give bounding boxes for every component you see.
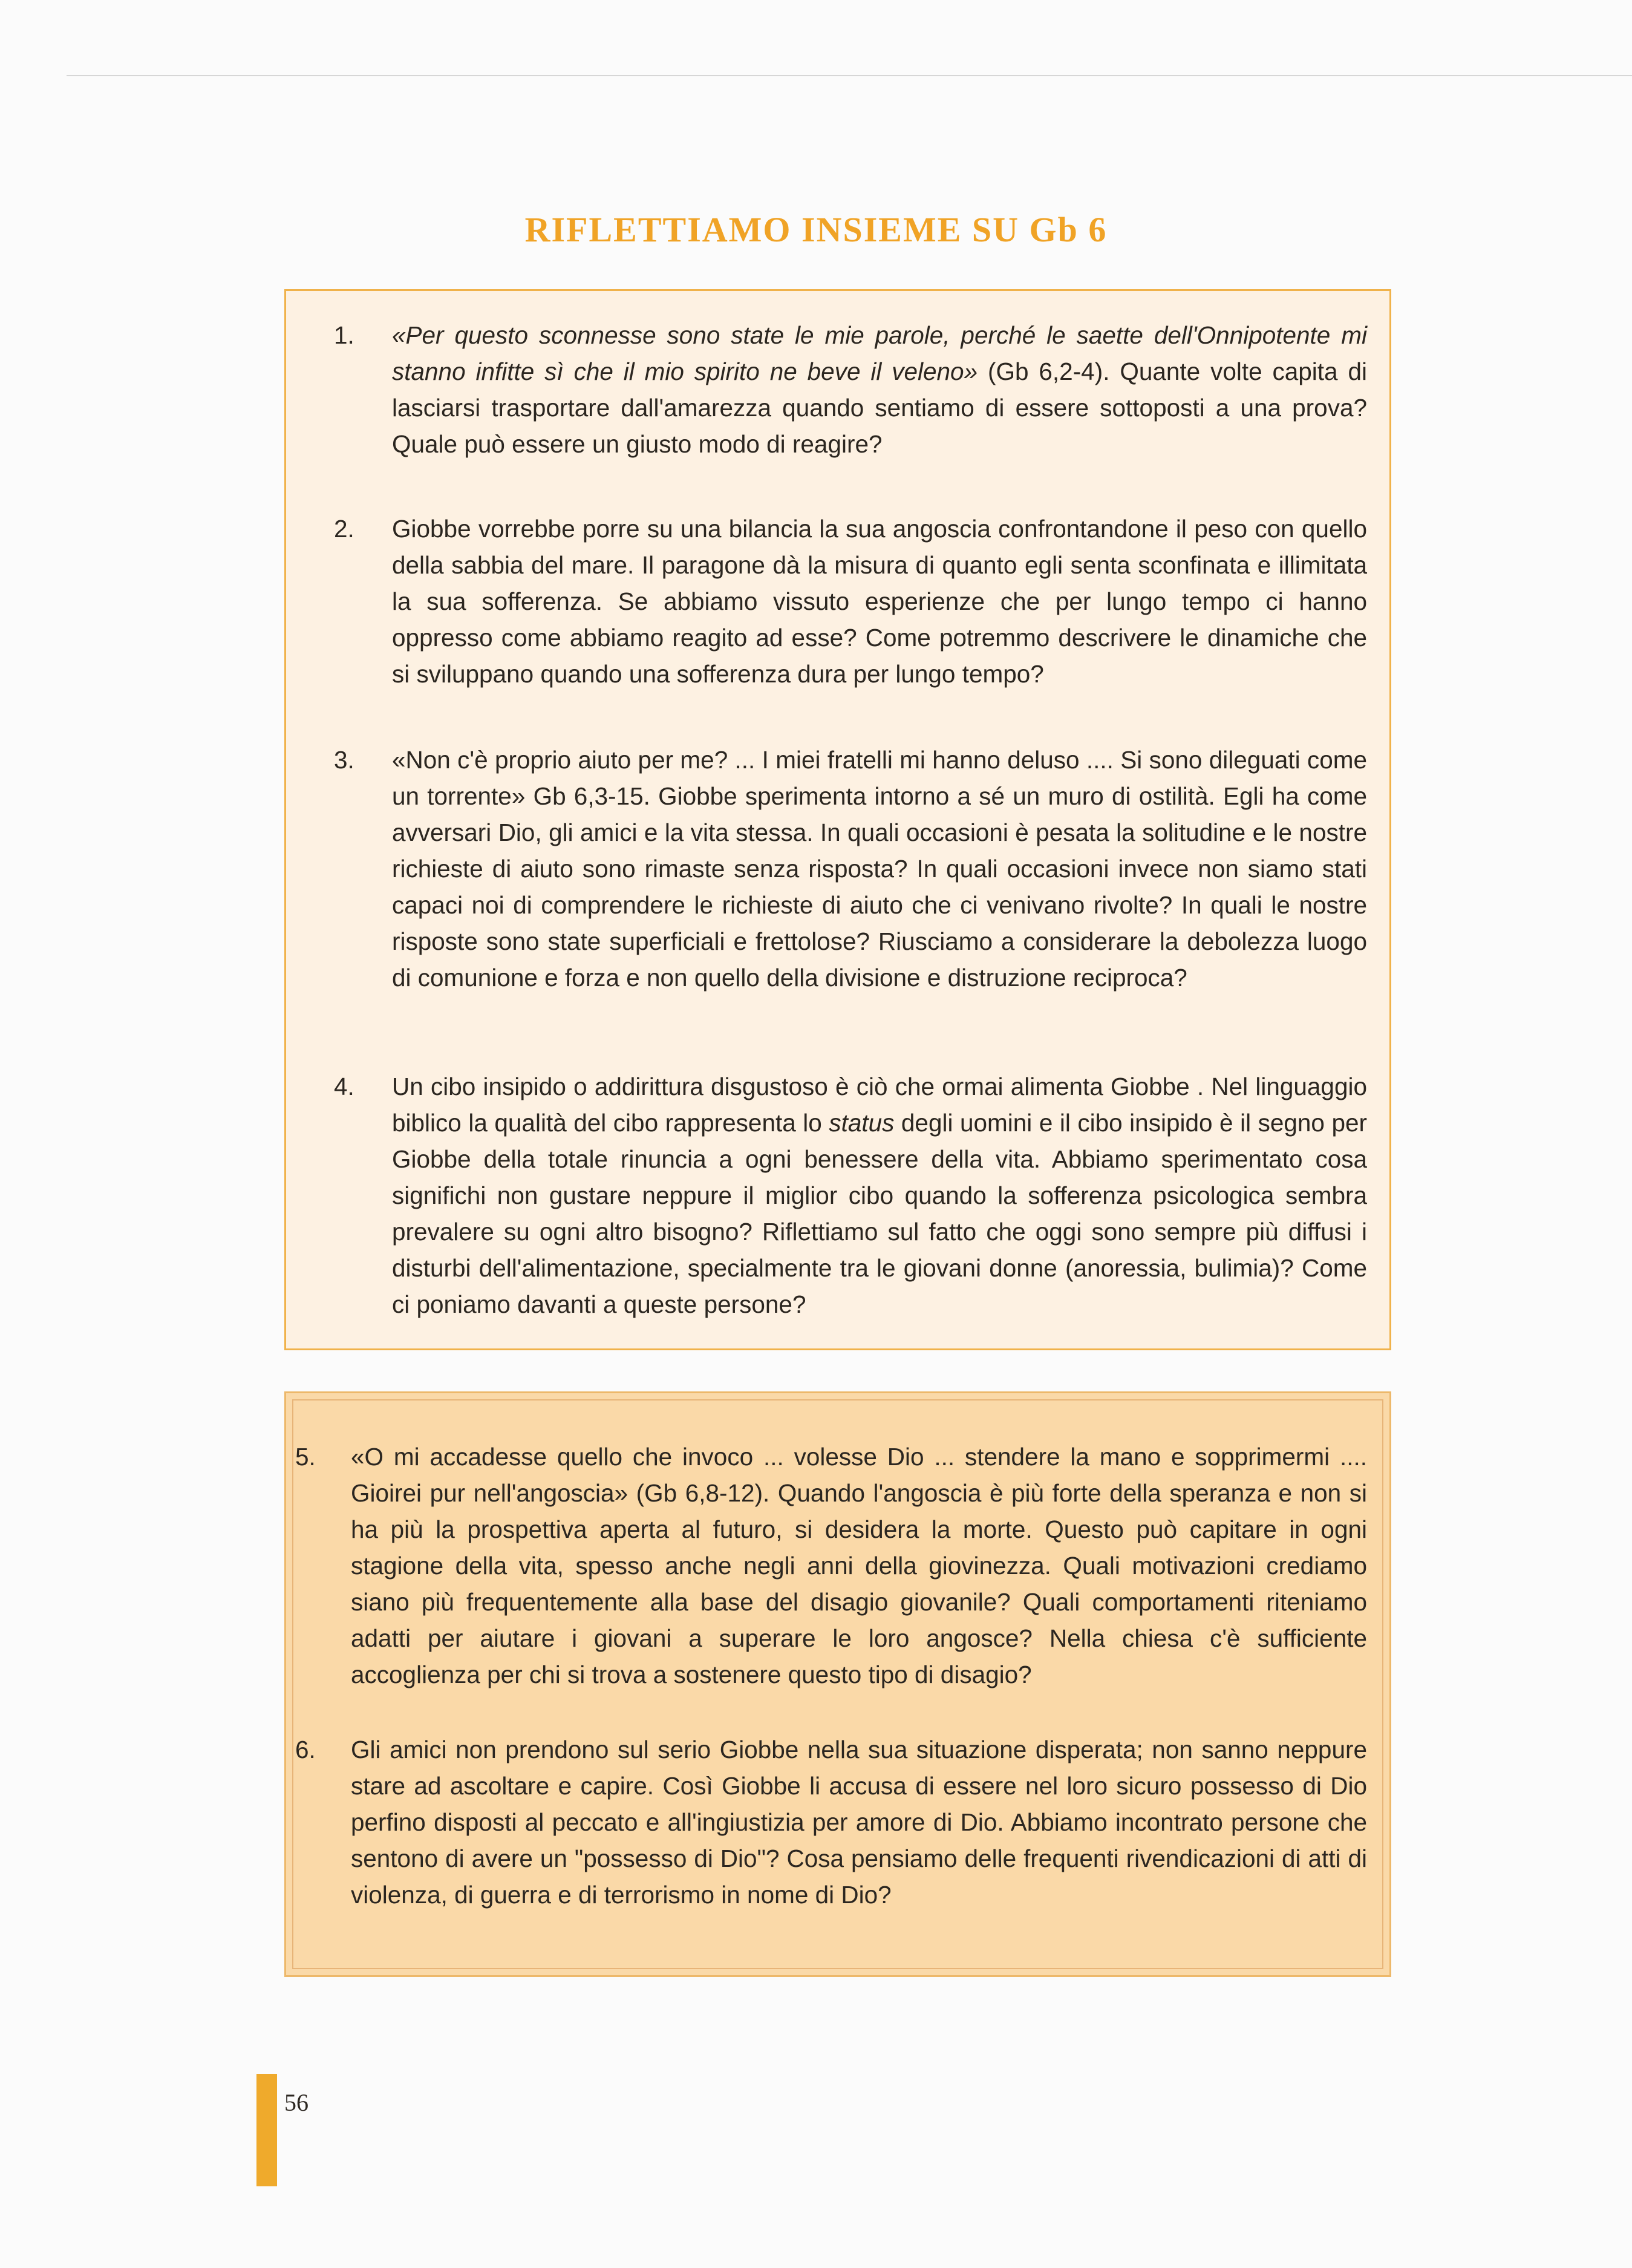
question-1-text (392, 317, 1367, 462)
question-5-text: «O mi accadesse quello che invoco ... volesse Dio ... stendere la mano e sopprimermi .... Gioirei pur nell'angoscia» (Gb 6,8-12). Quando l'angoscia è più forte della speranza e non si ha più la prospettiva aperta al futuro, si desidera la morte. Questo può capitare in ogni stagione della vita, spesso anche negli anni della giovinezza. Quali motivazioni crediamo siano più frequentemente alla base del disagio giovanile? Quali comportamenti riteniamo adatti per aiutare i giovani a superare le loro angosce? Nella chiesa c'è sufficiente accoglienza per chi si trova a sostenere questo tipo di disagio? (351, 1443, 1367, 1688)
question-1-quote: «Per questo sconnesse sono state le mie parole, perché le saette dell'Onnipotente mi stanno infitte sì che il mio spirito ne beve il veleno» (392, 321, 1367, 385)
question-number: 1. (334, 321, 354, 349)
page-title: RIFLETTIAMO INSIEME SU Gb 6 (524, 210, 1108, 249)
question-number: 4. (334, 1073, 354, 1100)
question-number: 6. (295, 1736, 316, 1763)
question-4-status-term: status (829, 1109, 895, 1137)
question-number: 5. (295, 1443, 316, 1471)
question-number: 3. (334, 746, 354, 774)
page-number-bar (256, 2074, 277, 2186)
question-4-body-start: Un cibo insipido o addirittura disgustoso è ciò che ormai alimenta Giobbe . Nel linguaggio biblico la qualità del cibo rappresenta lo (392, 1073, 1367, 1137)
question-4-text (392, 1068, 1367, 1322)
question-number: 2. (334, 515, 354, 543)
question-6-text: Gli amici non prendono sul serio Giobbe nella sua situazione disperata; non sanno neppure stare ad ascoltare e capire. Così Giobbe li accusa di essere nel loro sicuro possesso di Dio perfino disposti al peccato e all'ingiustizia per amore di Dio. Abbiamo incontrato persone che sentono di avere un "possesso di Dio"? Cosa pensiamo delle frequenti rivendicazioni di atti di violenza, di guerra e di terrorismo in nome di Dio? (351, 1736, 1367, 1909)
question-1-body: (Gb 6,2-4). Quante volte capita di lasciarsi trasportare dall'amarezza quando sentiamo di essere sottoposti a una prova? Quale può essere un giusto modo di reagire? (392, 358, 1367, 458)
scan-edge-line (67, 75, 1632, 76)
question-2-text: Giobbe vorrebbe porre su una bilancia la sua angoscia confrontandone il peso con quello della sabbia del mare. Il paragone dà la misura di quanto egli senta sconfinata e illimitata la sua sofferenza. Se abbiamo vissuto esperienze che per lungo tempo ci hanno oppresso come abbiamo reagito ad esse? Come potremmo descrivere le dinamiche che si sviluppano quando una sofferenza dura per lungo tempo? (392, 515, 1367, 688)
page-number: 56 (284, 2089, 308, 2116)
question-4-body-end: degli uomini e il cibo insipido è il segno per Giobbe della totale rinuncia a ogni benessere della vita. Abbiamo sperimentato cosa significhi non gustare neppure il miglior cibo quando la sofferenza psicologica sembra prevalere su ogni altro bisogno? Riflettiamo sul fatto che oggi sono sempre più diffusi i disturbi dell'alimentazione, specialmente tra le giovani donne (anoressia, bulimia)? Come ci poniamo davanti a queste persone? (392, 1109, 1367, 1318)
question-3-text: «Non c'è proprio aiuto per me? ... I miei fratelli mi hanno deluso .... Si sono dileguati come un torrente» Gb 6,3-15. Giobbe sperimenta intorno a sé un muro di ostilità. Egli ha come avversari Dio, gli amici e la vita stessa. In quali occasioni è pesata la solitudine e le nostre richieste di aiuto sono rimaste senza risposta? In quali occasioni invece non siamo stati capaci noi di comprendere le richieste di aiuto che ci venivano rivolte? In quali le nostre risposte sono state superficiali e frettolose? Riusciamo a considerare la debolezza luogo di comunione e forza e non quello della divisione e distruzione reciproca? (392, 746, 1367, 992)
